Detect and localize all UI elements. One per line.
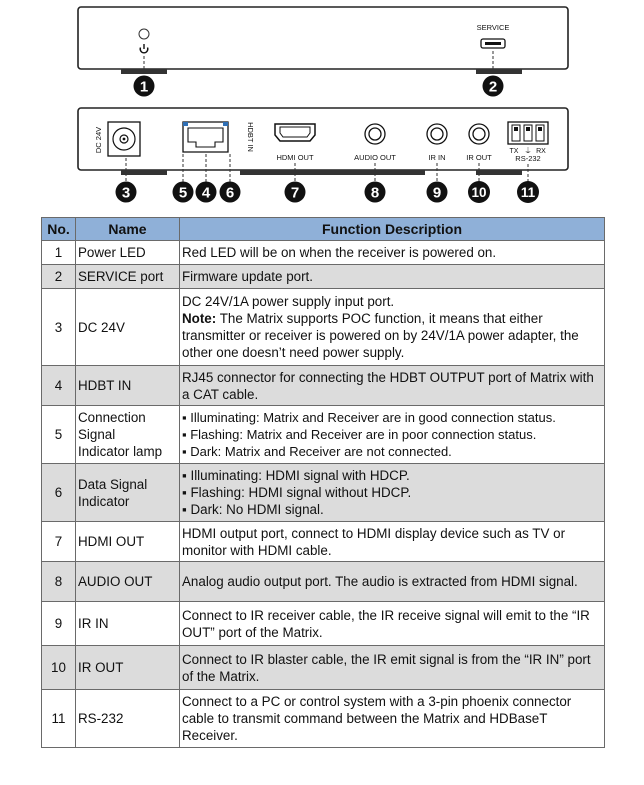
table-row [42, 406, 605, 464]
rs232-tx-label: TX [509, 148, 519, 155]
row-description-line: ▪ Dark: No HDMI signal. [182, 502, 324, 517]
row-number: 11 [42, 690, 76, 748]
callout-2 [483, 76, 504, 97]
panel-diagram [0, 0, 644, 215]
row-description [180, 406, 605, 464]
row-name: DC 24V [76, 289, 180, 366]
note-text: The Matrix supports POC function, it means that either transmitter or receiver is powered on by 24V/1A power adapter, the other one doesn’t need power supply. [182, 311, 579, 360]
row-name: AUDIO OUT [76, 562, 180, 602]
header-no: No. [42, 218, 76, 241]
table-row [42, 366, 605, 406]
row-description: Red LED will be on when the receiver is powered on. [180, 241, 605, 265]
row-name: IR IN [76, 602, 180, 646]
callout-7 [285, 182, 306, 203]
note-label: Note: [182, 311, 217, 326]
table-row [42, 464, 605, 522]
svg-text:6: 6 [225, 184, 235, 202]
table-row [42, 265, 605, 289]
row-number: 7 [42, 522, 76, 562]
ir-in-port-label: IR IN [428, 153, 446, 162]
row-name: IR OUT [76, 646, 180, 690]
hdmi-port-icon [275, 124, 315, 141]
svg-text:10: 10 [471, 185, 487, 200]
svg-text:2: 2 [488, 78, 498, 96]
header-name: Name [76, 218, 180, 241]
front-panel [78, 7, 568, 97]
row-number: 3 [42, 289, 76, 366]
hdbt-port-label: HDBT IN [246, 122, 255, 152]
row-description: Connect to a PC or control system with a 3-pin phoenix connector cable to transmit command between the Matrix and HDBaseT Receiver. [180, 690, 605, 748]
row-name: RS-232 [76, 690, 180, 748]
rear-panel [78, 108, 568, 203]
header-description: Function Description [180, 218, 605, 241]
table-row [42, 646, 605, 690]
row-description: Firmware update port. [180, 265, 605, 289]
svg-text:4: 4 [201, 184, 211, 202]
rs232-port-label: RS-232 [515, 154, 541, 163]
table-row [42, 690, 605, 748]
row-description-line: ▪ Illuminating: Matrix and Receiver are in good connection status. [182, 410, 556, 425]
table-row [42, 562, 605, 602]
callout-11 [517, 181, 539, 203]
callout-1 [134, 76, 155, 97]
svg-text:3: 3 [121, 184, 131, 202]
callout-3 [116, 182, 137, 203]
row-name: HDBT IN [76, 366, 180, 406]
row-number: 10 [42, 646, 76, 690]
rs232-rx-label: RX [536, 148, 546, 155]
function-table [41, 217, 605, 748]
ir-in-jack-icon [427, 124, 447, 144]
row-description: Analog audio output port. The audio is extracted from HDMI signal. [180, 562, 605, 602]
row-description: RJ45 connector for connecting the HDBT OUTPUT port of Matrix with a CAT cable. [180, 366, 605, 406]
callout-6 [220, 182, 241, 203]
callout-8 [365, 182, 386, 203]
audio-jack-icon [365, 124, 385, 144]
row-name-line: Signal [78, 427, 116, 442]
callout-9 [427, 182, 448, 203]
svg-text:5: 5 [178, 184, 188, 202]
row-description: Connect to IR receiver cable, the IR receive signal will emit to the “IR OUT” port of the Matrix. [180, 602, 605, 646]
row-name-line: Data Signal [78, 476, 148, 492]
row-description-line: ▪ Illuminating: HDMI signal with HDCP. [182, 468, 410, 483]
svg-text:8: 8 [370, 184, 380, 202]
callout-5 [173, 182, 194, 203]
svg-text:1: 1 [139, 78, 149, 96]
row-name: HDMI OUT [76, 522, 180, 562]
row-number: 2 [42, 265, 76, 289]
table-row [42, 522, 605, 562]
row-description [180, 289, 605, 366]
row-description-line: DC 24V/1A power supply input port. [182, 294, 395, 309]
row-name-line: Connection [78, 410, 146, 425]
row-number: 6 [42, 464, 76, 522]
row-note [182, 310, 602, 361]
row-description-line: ▪ Flashing: Matrix and Receiver are in poor connection status. [182, 427, 537, 442]
ir-out-jack-icon [469, 124, 489, 144]
table-row [42, 289, 605, 366]
row-number: 9 [42, 602, 76, 646]
svg-text:7: 7 [290, 184, 300, 202]
ir-out-port-label: IR OUT [466, 153, 492, 162]
dc-jack-icon [108, 122, 140, 156]
callout-10 [468, 181, 490, 203]
row-description: Connect to IR blaster cable, the IR emit signal is from the “IR IN” port of the Matrix. [180, 646, 605, 690]
row-number: 8 [42, 562, 76, 602]
row-name-line: Indicator lamp [78, 444, 163, 459]
row-description-line: ▪ Dark: Matrix and Receiver are not connected. [182, 444, 452, 459]
row-name [76, 464, 180, 522]
dc-port-label: DC 24V [94, 126, 103, 154]
row-name: Power LED [76, 241, 180, 265]
audio-port-label: AUDIO OUT [354, 153, 396, 162]
table-row [42, 602, 605, 646]
row-description: HDMI output port, connect to HDMI display device such as TV or monitor with HDMI cable. [180, 522, 605, 562]
row-description-line: ▪ Flashing: HDMI signal without HDCP. [182, 485, 412, 500]
row-number: 5 [42, 406, 76, 464]
rs232-ground-label: ⏚ [524, 146, 532, 155]
callout-4 [196, 182, 217, 203]
row-name-line: Indicator [78, 493, 130, 509]
table-header-row [42, 218, 605, 241]
svg-text:11: 11 [520, 185, 536, 200]
hdmi-port-label: HDMI OUT [276, 153, 314, 162]
row-name: SERVICE port [76, 265, 180, 289]
row-number: 4 [42, 366, 76, 406]
row-name [76, 406, 180, 464]
rs232-connector-icon [508, 122, 548, 144]
service-port-label: SERVICE [476, 23, 510, 32]
rj45-port-icon [183, 122, 228, 152]
svg-text:9: 9 [432, 184, 442, 202]
row-number: 1 [42, 241, 76, 265]
table-row [42, 241, 605, 265]
row-description [180, 464, 605, 522]
